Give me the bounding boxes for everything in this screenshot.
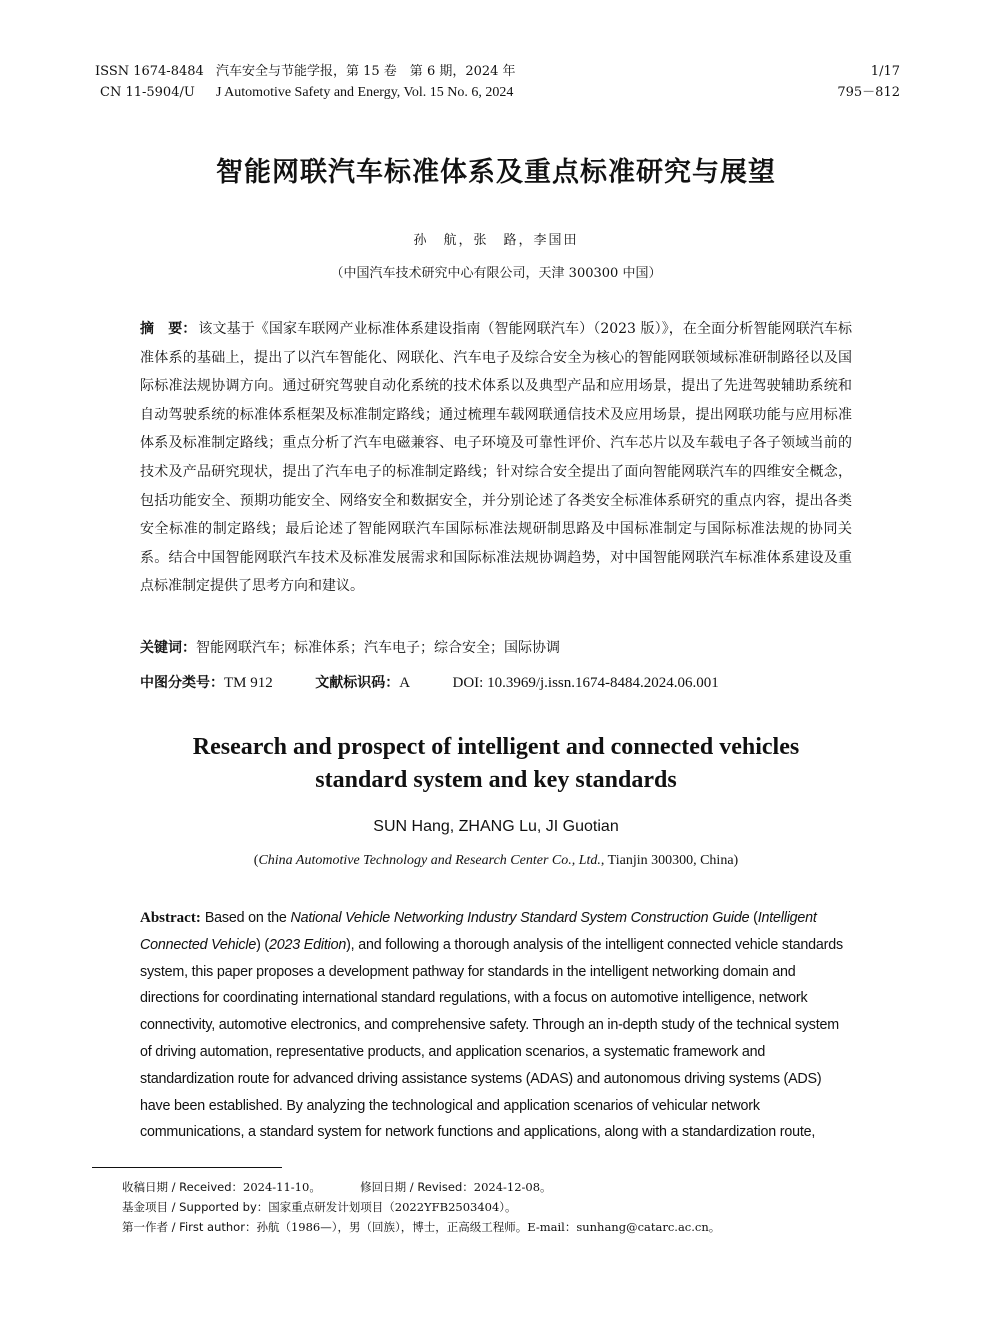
title-cn: 智能网联汽车标准体系及重点标准研究与展望 [216, 157, 776, 188]
abstract-en-edition: 2023 Edition [269, 936, 347, 953]
affiliation-en [0, 853, 992, 869]
abstract-cn [140, 315, 852, 601]
abstract-en-t2: ( [749, 910, 758, 926]
abstract-en-t4: ), and following a thorough analysis of the intelligent connected vehicle standards system, this paper proposes a development pathway for standards in the intelligent networking domain and directions for coordinating international standard regulations, with a focus on automotive intelligence, network connectivity, automotive electronics, and comprehensive safety. Through an in-depth study of the technical system of driving automation, representative products, and application scenarios, a systematic framework and standardization route for advanced driving assistance systems (ADAS) and autonomous driving systems (ADS) have been established. By analyzing the technological and application scenarios of vehicular network communications, a standard system for network functions and applications, along with a standardization route, [140, 936, 843, 1141]
page-ratio: 1/17 [870, 64, 900, 79]
affiliation-en-rest: , Tianjin 300300, China) [600, 853, 739, 868]
affiliation-en-open: ( [253, 853, 259, 868]
abstract-en-guide-title: National Vehicle Networking Industry Standard System Construction Guide [290, 910, 750, 926]
doc-code-label: 文献标识码： [315, 675, 400, 691]
affiliation-cn: （中国汽车技术研究中心有限公司，天津 300300 中国） [330, 266, 662, 281]
abstract-en-t3: ) ( [256, 936, 269, 953]
funding-label: 基金项目 / Supported by： [122, 1200, 269, 1214]
received-value: 2024-11-10。 [243, 1180, 321, 1194]
abstract-en-t1: Based on the [204, 910, 291, 926]
revised-label: 修回日期 / Revised： [360, 1180, 474, 1194]
doc-code-value: A [399, 675, 411, 691]
doi: DOI: 10.3969/j.issn.1674-8484.2024.06.001 [452, 675, 719, 691]
abstract-en-subtitle: Intelligent Connected Vehicle [140, 910, 817, 953]
footnote-dates [122, 1177, 552, 1197]
affiliation-en-org: China Automotive Technology and Research Center Co., Ltd. [258, 853, 601, 868]
keywords-cn-text: 智能网联汽车；标准体系；汽车电子；综合安全；国际协调 [196, 640, 560, 656]
footnote-divider [92, 1167, 282, 1168]
authors-cn: 孙 航，张 路，李国田 [413, 233, 579, 248]
title-en-line2: standard system and key standards [315, 767, 677, 793]
first-author-label: 第一作者 / First author： [122, 1220, 257, 1234]
revised-value: 2024-12-08。 [473, 1180, 552, 1194]
clc-label: 中图分类号： [140, 675, 224, 691]
journal-title-cn: 汽车安全与节能学报，第 15 卷 第 6 期，2024 年 [216, 64, 516, 79]
funding-value: 国家重点研发计划项目（2022YFB2503404）。 [268, 1200, 517, 1214]
page-range: 795－812 [837, 85, 900, 100]
classification-row [140, 671, 719, 695]
abstract-en-label: Abstract: [140, 910, 201, 926]
clc-value: TM 912 [224, 675, 273, 691]
abstract-cn-text: 该文基于《国家车联网产业标准体系建设指南（智能网联汽车）（2023 版）》，在全面分析智能网联汽车标准体系的基础上，提出了以汽车智能化、网联化、汽车电子及综合安全为核心的智能网联领域标准研制路径以及国际标准法规协调方向。通过研究驾驶自动化系统的技术体系以及典型产品和应用场景，提出了先进驾驶辅助系统和自动驾驶系统的标准体系框架及标准制定路线；通过梳理车载网联通信技术及应用场景，提出网联功能与应用标准体系及标准制定路线；重点分析了汽车电磁兼容、电子环境及可靠性评价、汽车芯片以及车载电子各子领域当前的技术及产品研究现状，提出了汽车电子的标准制定路线；针对综合安全提出了面向智能网联汽车的四维安全概念，包括功能安全、预期功能安全、网络安全和数据安全，并分别论述了各类安全标准体系研究的重点内容，提出各类安全标准的制定路线；最后论述了智能网联汽车国际标准法规研制思路及中国标准制定与国际标准法规的协同关系。结合中国智能网联汽车技术及标准发展需求和国际标准法规协调趋势，对中国智能网联汽车标准体系建设及重点标准制定提供了思考方向和建议。 [140, 321, 853, 595]
title-en-line1: Research and prospect of intelligent and connected vehicles [192, 734, 800, 760]
cn-number: CN 11-5904/U [100, 85, 195, 100]
footnote-first-author [122, 1217, 720, 1237]
first-author-value: 孙航（1986—），男（回族），博士，正高级工程师。E-mail：sunhang@catarc.ac.cn。 [256, 1220, 721, 1234]
abstract-en [140, 905, 852, 1146]
abstract-cn-label: 摘 要： [140, 321, 197, 337]
issn: ISSN 1674-8484 [95, 64, 204, 79]
keywords-cn [140, 636, 852, 660]
footnote-funding [122, 1197, 517, 1217]
received-label: 收稿日期 / Received： [122, 1180, 244, 1194]
title-en [80, 731, 912, 797]
authors-en: SUN Hang, ZHANG Lu, JI Guotian [373, 818, 619, 835]
journal-title-en: J Automotive Safety and Energy, Vol. 15 No. 6, 2024 [216, 85, 514, 100]
keywords-cn-label: 关键词： [140, 640, 196, 656]
